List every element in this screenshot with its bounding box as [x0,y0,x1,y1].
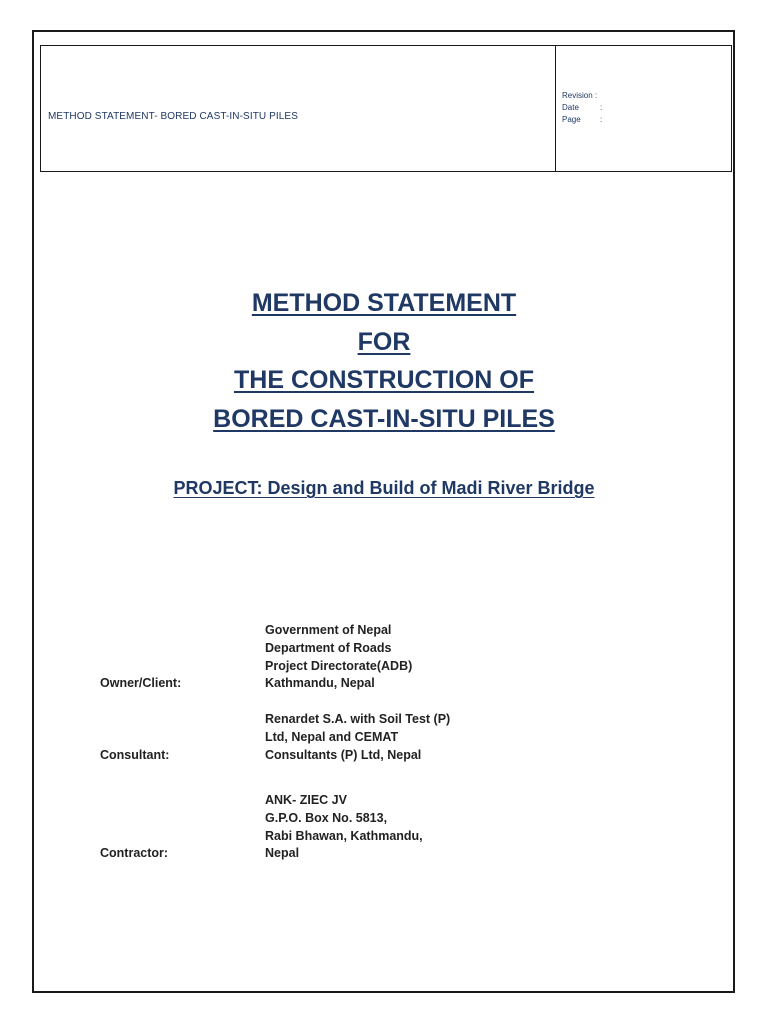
owner-label: Owner/Client: [100,676,182,691]
contractor-details [265,792,423,863]
revision-label: Revision : [562,91,598,100]
title-line-3: THE CONSTRUCTION OF [234,366,534,394]
header-divider [555,46,556,171]
owner-line: Project Directorate(ADB) [265,658,413,673]
page-label: Page [562,115,581,124]
consultant-label: Consultant: [100,747,170,762]
consultant-line: Consultants (P) Ltd, Nepal [265,747,422,762]
project-title: PROJECT: Design and Build of Madi River Bridge [173,478,595,498]
consultant-line: Renardet S.A. with Soil Test (P) [265,712,451,726]
consultant-line: Ltd, Nepal and CEMAT [265,729,399,744]
owner-line: Government of Nepal [265,623,392,637]
page-row [562,114,602,126]
document-header [40,45,732,172]
owner-line: Kathmandu, Nepal [265,676,375,691]
contractor-line: G.P.O. Box No. 5813, [265,810,388,825]
header-title: METHOD STATEMENT- BORED CAST-IN-SITU PILES [48,111,298,122]
title-line-4: BORED CAST-IN-SITU PILES [213,404,555,433]
contractor-line: Nepal [265,846,300,861]
owner-details [265,622,412,693]
page-separator: : [600,115,603,124]
title-line-2: FOR [357,327,411,356]
revision-block [562,90,602,126]
date-label: Date [562,103,579,112]
date-separator: : [600,103,603,112]
consultant-details [265,711,450,764]
title-line-1: METHOD STATEMENT [251,289,517,317]
main-title [0,284,768,438]
date-row [562,102,602,114]
contractor-label: Contractor: [100,846,169,861]
revision-row [562,90,602,102]
contractor-line: Rabi Bhawan, Kathmandu, [265,828,423,843]
owner-line: Department of Roads [265,640,392,655]
contractor-line: ANK- ZIEC JV [265,793,347,807]
